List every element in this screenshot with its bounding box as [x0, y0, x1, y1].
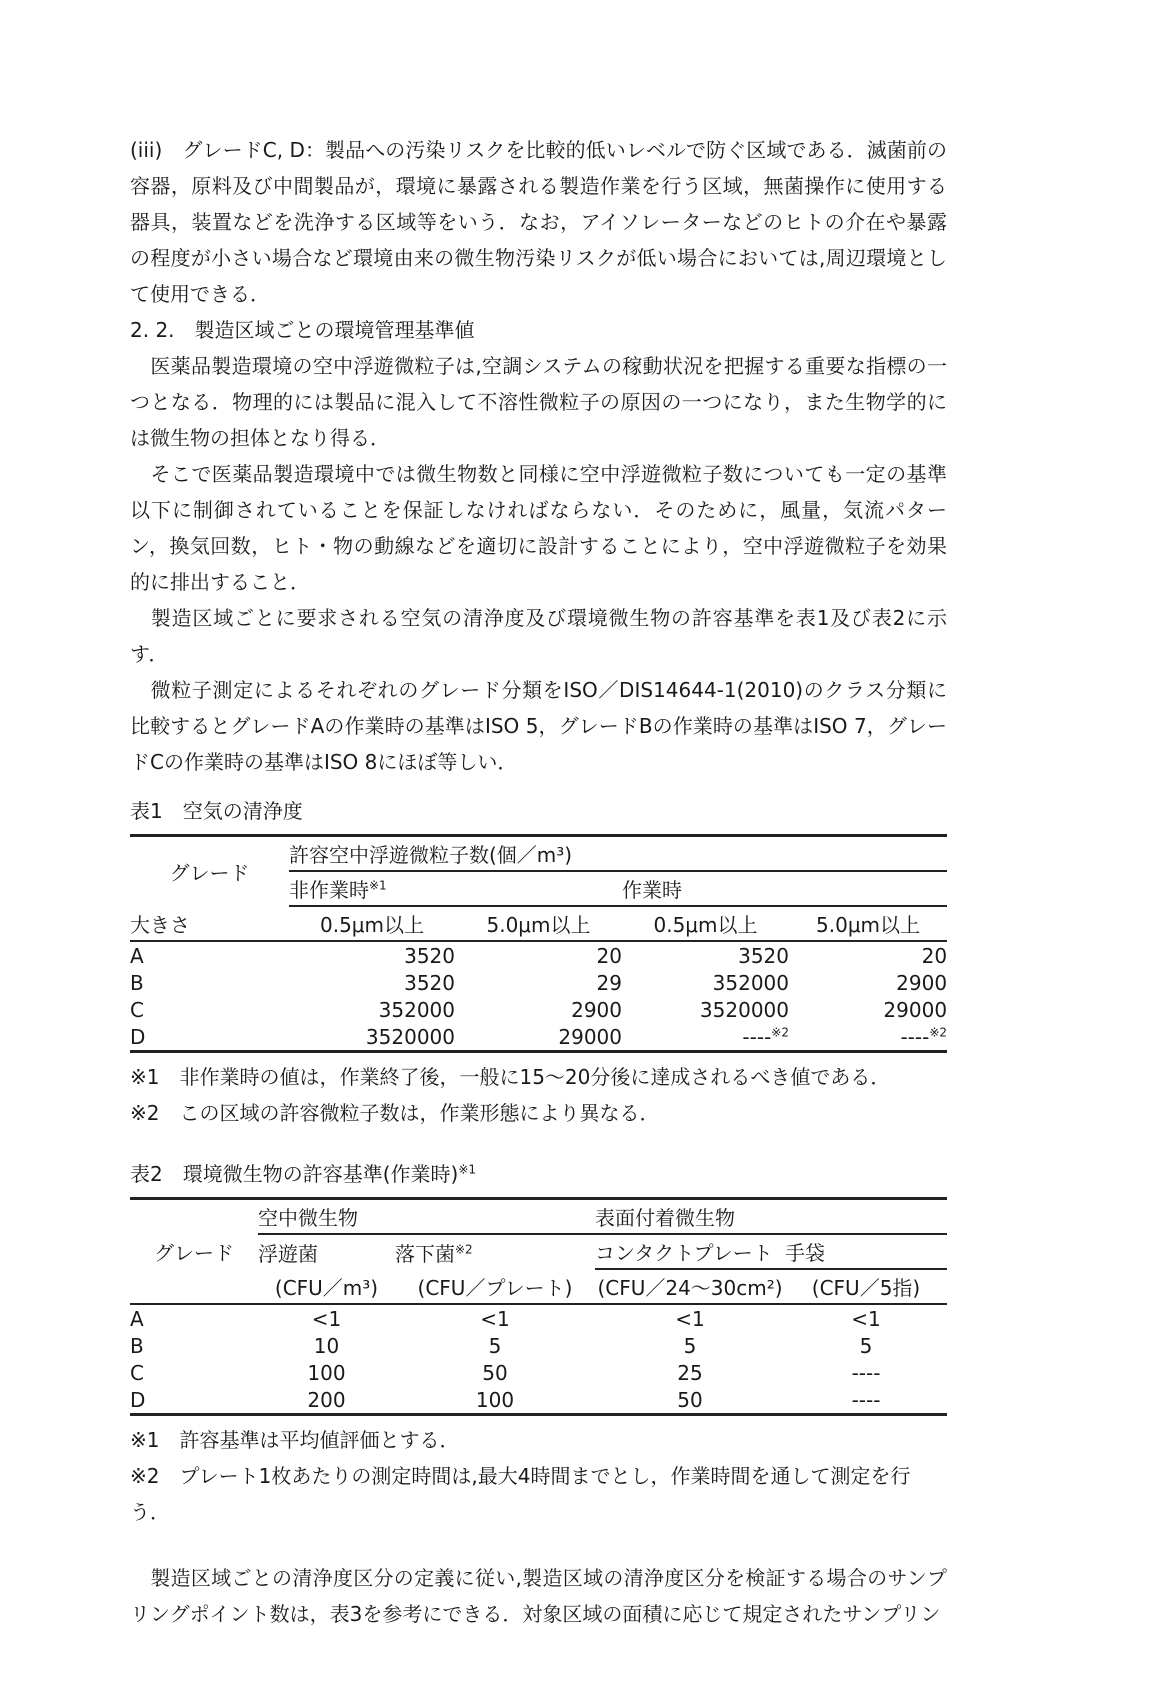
table1-notes — [130, 1059, 947, 1131]
value-cell: 20 — [596, 943, 622, 968]
value-cell: 29000 — [558, 1024, 622, 1049]
table2-row-d — [130, 1386, 947, 1415]
table1-air-cleanliness — [130, 834, 947, 1053]
grade-cell: C — [130, 1360, 144, 1385]
table2-glove-unit: (CFU／5指) — [785, 1269, 947, 1304]
table2-row-a — [130, 1304, 947, 1332]
value-cell: 352000 — [712, 970, 789, 995]
table1-at-rest-header — [289, 871, 622, 906]
table1-header-row-3 — [130, 906, 947, 941]
dash-value: ---- — [900, 1024, 930, 1049]
value-cell: 100 — [475, 1387, 515, 1412]
table1-grade-header: グレード — [169, 861, 250, 885]
table1-note-1: ※1 非作業時の値は，作業終了後，一般に15～20分後に達成されるべき値である． — [130, 1065, 891, 1089]
value-cell — [622, 1023, 789, 1052]
value-cell: 3520 — [738, 943, 789, 968]
table2-header-row-1 — [130, 1199, 947, 1235]
table1-row-b — [130, 969, 947, 996]
table2-contact-plate-header: コンタクトプレート — [595, 1234, 785, 1269]
table2-surface-header: 表面付着微生物 — [595, 1199, 947, 1235]
table2-notes — [130, 1422, 947, 1530]
table2-floating-header: 浮遊菌 — [258, 1241, 318, 1266]
table1-col-05-atrest: 0.5μm以上 — [289, 906, 455, 941]
note-ref-1: ※1 — [369, 878, 387, 893]
grade-cell: D — [130, 1024, 146, 1049]
paragraph-iso-comparison: 微粒子測定によるそれぞれのグレード分類をISO／DIS14644-1(2010)のクラス分類に比較するとグレードAの作業時の基準はISO 5，グレードBの作業時の基準はISO 7，グレードCの作業時の基準はISO 8にほぼ等しい． — [130, 678, 947, 774]
table2-row-b — [130, 1332, 947, 1359]
value-cell: <1 — [675, 1306, 705, 1331]
note-ref-1: ※1 — [458, 1162, 477, 1177]
value-cell: ---- — [851, 1387, 881, 1412]
dash-value: ---- — [742, 1024, 772, 1049]
table1-particles-header: 許容空中浮遊微粒子数(個／m³) — [289, 836, 947, 872]
value-cell: 5 — [488, 1333, 502, 1358]
paragraph-sampling-points: 製造区域ごとの清浄度区分の定義に従い,製造区域の清浄度区分を検証する場合のサンプリングポイント数は，表3を参考にできる．対象区域の面積に応じて規定されたサンプリン — [130, 1566, 947, 1626]
note-ref-2: ※2 — [455, 1241, 473, 1256]
table1-caption: 表1 空気の清浄度 — [130, 799, 303, 823]
value-cell: 200 — [307, 1387, 346, 1412]
table1-size-header: 大きさ — [130, 906, 289, 941]
grade-cell: B — [130, 1333, 144, 1358]
table2-contact-unit: (CFU／24～30cm²) — [595, 1269, 785, 1304]
table1-row-a — [130, 941, 947, 969]
value-cell: 3520000 — [699, 997, 789, 1022]
value-cell: 5 — [859, 1333, 873, 1358]
value-cell: 50 — [482, 1360, 508, 1385]
table1-col-50-atrest: 5.0μm以上 — [455, 906, 622, 941]
table1-row-c — [130, 996, 947, 1023]
grade-cell: B — [130, 970, 144, 995]
paragraph-grade-cd: (iii) グレードC, D：製品への汚染リスクを比較的低いレベルで防ぐ区域である．滅菌前の容器，原料及び中間製品が，環境に暴露される製造作業を行う区域，無菌操作に使用する器具，装置などを洗浄する区域等をいう．なお，アイソレーターなどのヒトの介在や暴露の程度が小さい場合など環境由来の微生物汚染リスクが低い場合においては,周辺環境として使用できる． — [130, 138, 947, 306]
value-cell: 29000 — [883, 997, 948, 1022]
value-cell: 3520000 — [365, 1024, 455, 1049]
note-ref-2: ※2 — [771, 1024, 789, 1039]
grade-cell: D — [130, 1387, 146, 1412]
table2-row-c — [130, 1359, 947, 1386]
table2-note-2: ※2 プレート1枚あたりの測定時間は,最大4時間までとし，作業時間を通して測定を行う． — [130, 1464, 911, 1524]
paragraph-tables-reference: 製造区域ごとに要求される空気の清浄度及び環境微生物の許容基準を表1及び表2に示す． — [130, 606, 947, 666]
table2-grade-header: グレード — [130, 1199, 258, 1305]
settle-label: 落下菌 — [395, 1241, 455, 1266]
table2-note-1: ※1 許容基準は平均値評価とする． — [130, 1428, 460, 1452]
value-cell: 3520 — [404, 970, 455, 995]
section-heading-2-2: 2. 2. 製造区域ごとの環境管理基準値 — [130, 318, 475, 342]
value-cell: 50 — [677, 1387, 703, 1412]
grade-cell: A — [130, 943, 144, 968]
value-cell: <1 — [480, 1306, 510, 1331]
table1-note-2: ※2 この区域の許容微粒子数は，作業形態により異なる． — [130, 1101, 660, 1125]
value-cell: ---- — [851, 1360, 881, 1385]
value-cell: <1 — [311, 1306, 342, 1331]
table1-header-row-1 — [130, 836, 947, 872]
table1-row-d — [130, 1023, 947, 1052]
value-cell: 5 — [683, 1333, 697, 1358]
value-cell — [789, 1023, 947, 1052]
paragraph-control-requirement: そこで医薬品製造環境中では微生物数と同様に空中浮遊微粒子数についても一定の基準以下に制御されていることを保証しなければならない．そのために，風量，気流パターン，換気回数，ヒト・物の動線などを適切に設計することにより，空中浮遊微粒子を効果的に排出すること． — [130, 462, 947, 594]
at-rest-label: 非作業時 — [289, 878, 369, 902]
value-cell: <1 — [851, 1306, 881, 1331]
table2-caption-text: 表2 環境微生物の許容基準(作業時) — [130, 1162, 459, 1186]
value-cell: 2900 — [571, 997, 622, 1022]
value-cell: 3520 — [404, 943, 455, 968]
table2-settle-unit: (CFU／プレート) — [395, 1269, 595, 1304]
table2-caption — [130, 1157, 947, 1191]
value-cell: 29 — [596, 970, 622, 995]
value-cell: 352000 — [378, 997, 455, 1022]
table2-airborne-header: 空中微生物 — [258, 1199, 595, 1235]
table2-floating-unit: (CFU／m³) — [258, 1269, 395, 1304]
grade-cell: C — [130, 997, 144, 1022]
document-content — [130, 132, 947, 1632]
value-cell: 2900 — [896, 970, 948, 995]
table1-col-05-operation: 0.5μm以上 — [622, 906, 789, 941]
paragraph-particles-indicator: 医薬品製造環境の空中浮遊微粒子は,空調システムの稼動状況を把握する重要な指標の一つとなる．物理的には製品に混入して不溶性微粒子の原因の一つになり，また生物学的には微生物の担体となり得る． — [130, 354, 947, 450]
note-ref-2: ※2 — [929, 1024, 948, 1039]
value-cell: 25 — [677, 1360, 703, 1385]
table2-microbial-criteria — [130, 1197, 947, 1416]
table1-in-operation-header: 作業時 — [622, 871, 947, 906]
table2-settle-header — [395, 1234, 595, 1269]
value-cell: 10 — [313, 1333, 340, 1358]
table1-col-50-operation: 5.0μm以上 — [789, 906, 947, 941]
grade-cell: A — [130, 1306, 144, 1331]
value-cell: 20 — [921, 943, 948, 968]
table2-glove-header: 手袋 — [785, 1234, 947, 1269]
value-cell: 100 — [307, 1360, 346, 1385]
